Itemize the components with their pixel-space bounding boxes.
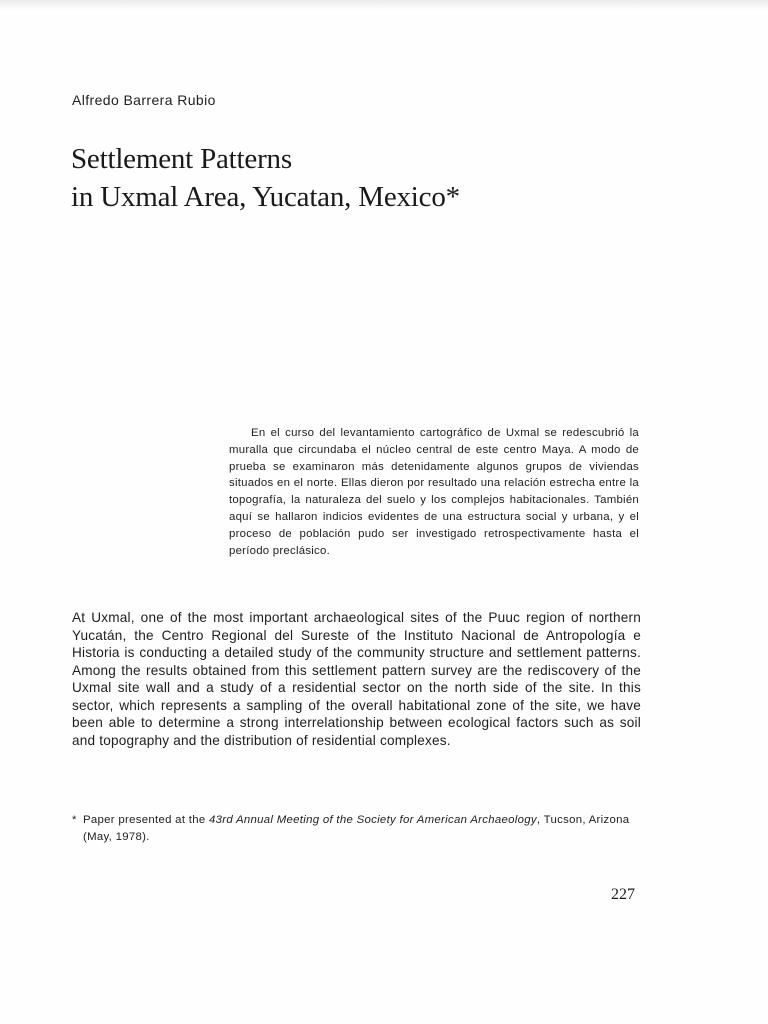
footnote bbox=[72, 812, 641, 846]
scan-edge-shadow bbox=[0, 0, 768, 10]
page-number: 227 bbox=[611, 886, 635, 903]
footnote-marker: * bbox=[72, 814, 77, 826]
title-line-2: in Uxmal Area, Yucatan, Mexico* bbox=[71, 181, 460, 213]
footnote-prefix: Paper presented at the bbox=[83, 814, 209, 826]
title-line-1: Settlement Patterns bbox=[71, 143, 292, 175]
article-title bbox=[71, 140, 460, 216]
footnote-suffix: , Tucson, Arizona (May, 1978). bbox=[83, 814, 630, 843]
footnote-meeting-name: 43rd Annual Meeting of the Society for American Archaeology bbox=[208, 814, 537, 826]
author-name: Alfredo Barrera Rubio bbox=[72, 92, 216, 108]
body-paragraph: At Uxmal, one of the most important archaeological sites of the Puuc region of northern Yucatán, the Centro Regional del Sureste of the Instituto Nacional de Antropología e Historia is conducting a detailed study of the community structure and settlement patterns. Among the results obtained from this settlement pattern survey are the rediscovery of the Uxmal site wall and a study of a residential sector on the north side of the site. In this sector, which represents a sampling of the overall habitational zone of the site, we have been able to determine a strong interrelationship between ecological factors such as soil and topography and the distribution of residential complexes. bbox=[72, 610, 641, 748]
spanish-abstract: En el curso del levantamiento cartográfico de Uxmal se redescubrió la muralla que circundaba el núcleo central de este centro Maya. A modo de prueba se examinaron más detenidamente algunos grupos de viviendas situados en el norte. Ellas dieron por resultado una relación estrecha entre la topografía, la naturaleza del suelo y los complejos habitacionales. También aquí se hallaron indicios evidentes de una estructura social y urbana, y el proceso de población pudo ser investigado retrospectivamente hasta el período preclásico. bbox=[229, 427, 639, 557]
